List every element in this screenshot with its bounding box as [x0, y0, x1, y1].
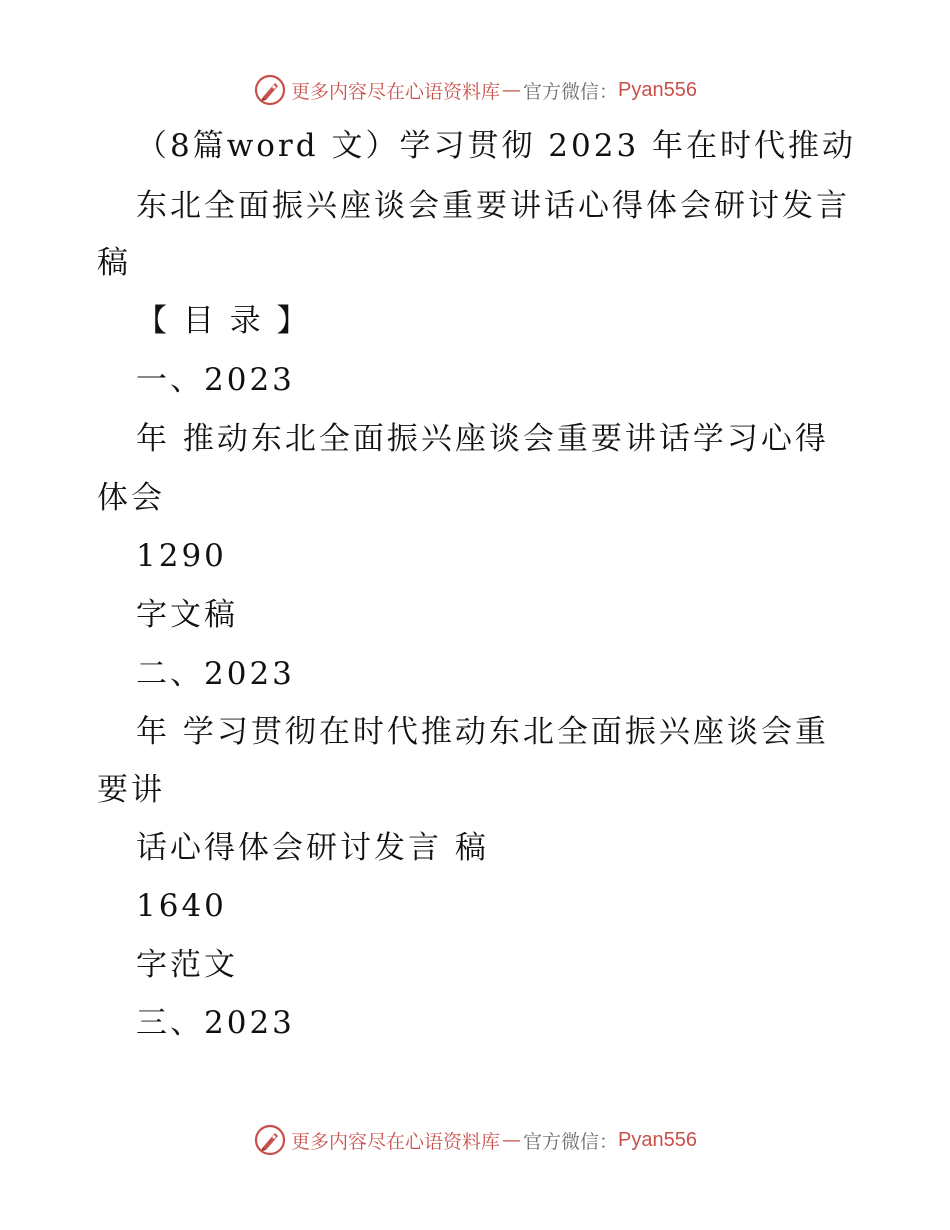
toc-heading: 【 目 录 】: [136, 303, 311, 339]
toc-line: 年 推动东北全面振兴座谈会重要讲话学习心得: [136, 421, 829, 457]
pen-nib-logo-icon: [253, 73, 287, 107]
toc-line: 1290: [136, 538, 227, 574]
watermark-separator: —: [502, 1129, 522, 1151]
toc-line: 体会: [97, 480, 165, 516]
watermark-site-text: 更多内容尽在心语资料库: [291, 80, 501, 103]
watermark-wechat-id: Pyan556: [618, 1128, 697, 1151]
toc-line: 1640: [136, 888, 227, 924]
toc-line: 三、2023: [136, 1005, 295, 1041]
watermark-wechat-label: 官方微信：: [523, 1130, 619, 1153]
toc-line: 要讲: [97, 772, 165, 808]
toc-line: 字范文: [136, 947, 238, 983]
watermark-separator: —: [502, 79, 522, 101]
watermark-site-text: 更多内容尽在心语资料库: [291, 1130, 501, 1153]
toc-line: 话心得体会研讨发言 稿: [136, 830, 489, 866]
toc-line: 一、2023: [136, 362, 295, 398]
toc-line: 年 学习贯彻在时代推动东北全面振兴座谈会重: [136, 714, 829, 750]
pen-nib-logo-icon: [253, 1123, 287, 1157]
document-title-line-2: 东北全面振兴座谈会重要讲话心得体会研讨发言: [136, 188, 850, 224]
watermark-header: [0, 70, 950, 110]
watermark-wechat-label: 官方微信：: [523, 80, 619, 103]
document-title-line-1: （8篇word 文）学习贯彻 2023 年在时代推动: [136, 128, 857, 164]
watermark-footer: [0, 1120, 950, 1160]
document-title-line-3: 稿: [97, 245, 131, 281]
toc-line: 字文稿: [136, 597, 238, 633]
watermark-wechat-id: Pyan556: [618, 78, 697, 101]
toc-line: 二、2023: [136, 656, 295, 692]
